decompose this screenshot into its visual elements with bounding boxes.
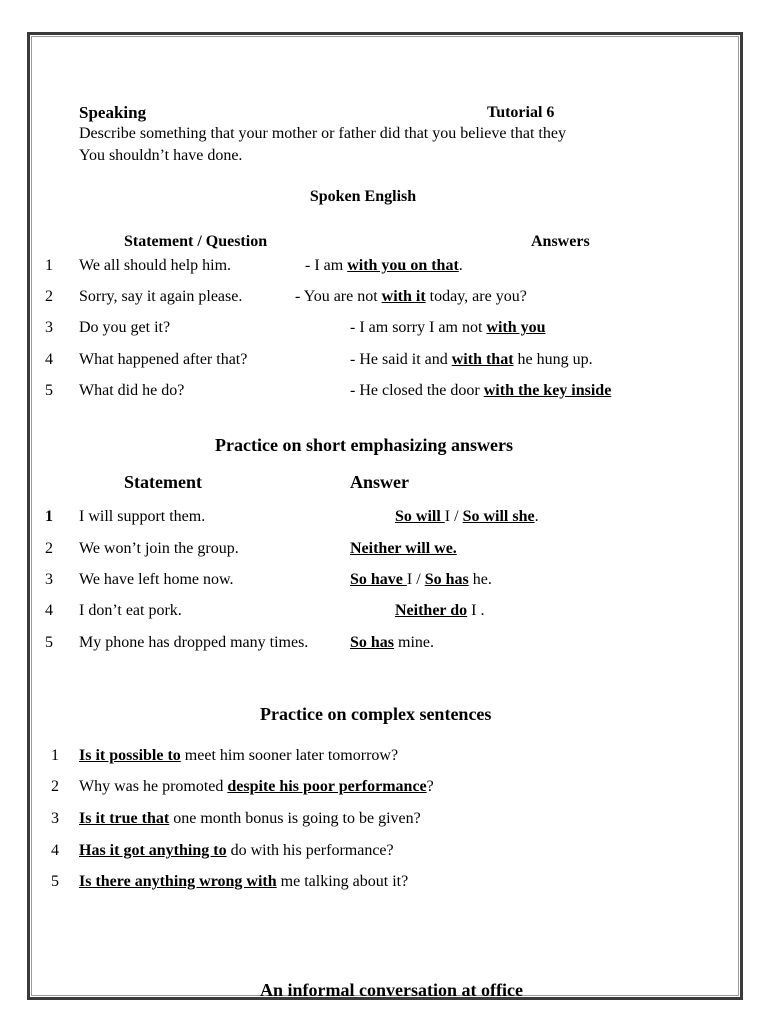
answers-header: Answers <box>531 233 590 250</box>
tutorial-number: Tutorial 6 <box>487 104 555 121</box>
emphasis-phrase: with it <box>381 288 426 305</box>
statement-text: Sorry, say it again please. <box>79 288 243 305</box>
answer-text: Neither do I . <box>395 602 485 619</box>
row-number: 4 <box>45 351 53 368</box>
statement-text: Do you get it? <box>79 319 171 336</box>
sentence-text: Why was he promoted despite his poor performance? <box>79 778 434 795</box>
statement-text: We all should help him. <box>79 257 232 274</box>
emphasis-phrase: Is it true that <box>79 810 170 827</box>
row-number: 2 <box>45 288 53 305</box>
answer-text: - He closed the door with the key inside <box>350 382 612 399</box>
row-number: 5 <box>45 382 53 399</box>
row-number: 4 <box>45 602 53 619</box>
emphasis-phrase: with that <box>451 351 514 368</box>
statement-text: My phone has dropped many times. <box>79 634 309 651</box>
emphasis-phrase: Has it got anything to <box>79 842 227 859</box>
statement-text: What happened after that? <box>79 351 248 368</box>
emphasis-phrase: despite his poor performance <box>227 778 427 795</box>
emphasizing-section-title: Practice on short emphasizing answers <box>215 435 513 455</box>
answer-text: So will I / So will she. <box>395 508 539 525</box>
answer-header: Answer <box>350 472 409 492</box>
answer-text: - I am sorry I am not with you <box>350 319 546 336</box>
sentence-text: Is it true that one month bonus is going to be given? <box>79 810 421 827</box>
row-number: 1 <box>45 508 53 525</box>
row-number: 2 <box>51 778 59 795</box>
row-number: 2 <box>45 540 53 557</box>
statement-text: What did he do? <box>79 382 185 399</box>
row-number: 1 <box>51 747 59 764</box>
row-number: 5 <box>45 634 53 651</box>
statement-text: We have left home now. <box>79 571 234 588</box>
answer-text: - I am with you on that. <box>305 257 463 274</box>
sentence-text: Is it possible to meet him sooner later tomorrow? <box>79 747 399 764</box>
row-number: 3 <box>51 810 59 827</box>
statement-header: Statement <box>124 472 202 492</box>
statement-text: I will support them. <box>79 508 206 525</box>
spoken-english-title: Spoken English <box>309 188 417 205</box>
prompt-line-1: Describe something that your mother or father did that you believe that they <box>79 125 566 142</box>
answer-text: So have I / So has he. <box>350 571 492 588</box>
row-number: 3 <box>45 319 53 336</box>
statement-text: We won’t join the group. <box>79 540 239 557</box>
row-number: 5 <box>51 873 59 890</box>
prompt-line-2: You shouldn’t have done. <box>79 147 243 164</box>
row-number: 1 <box>45 257 53 274</box>
sentence-text: Is there anything wrong with me talking about it? <box>79 873 409 890</box>
row-number: 3 <box>45 571 53 588</box>
answer-text: - He said it and with that he hung up. <box>350 351 593 368</box>
statement-question-header: Statement / Question <box>124 233 268 250</box>
emphasis-phrase: Is it possible to <box>79 747 181 764</box>
answer-text: - You are not with it today, are you? <box>295 288 527 305</box>
answer-text: So has mine. <box>350 634 435 651</box>
row-number: 4 <box>51 842 59 859</box>
statement-text: I don’t eat pork. <box>79 602 182 619</box>
complex-section-title: Practice on complex sentences <box>260 704 492 724</box>
emphasis-phrase: Is there anything wrong with <box>79 873 277 890</box>
answer-text: Neither will we. <box>350 540 457 557</box>
emphasis-phrase: with you <box>486 319 546 336</box>
emphasis-phrase: with the key inside <box>483 382 612 399</box>
sentence-text: Has it got anything to do with his performance? <box>79 842 394 859</box>
informal-conversation-title: An informal conversation at office <box>260 980 523 1000</box>
subject-heading: Speaking <box>79 103 147 122</box>
emphasis-phrase: with you on that <box>347 257 459 274</box>
